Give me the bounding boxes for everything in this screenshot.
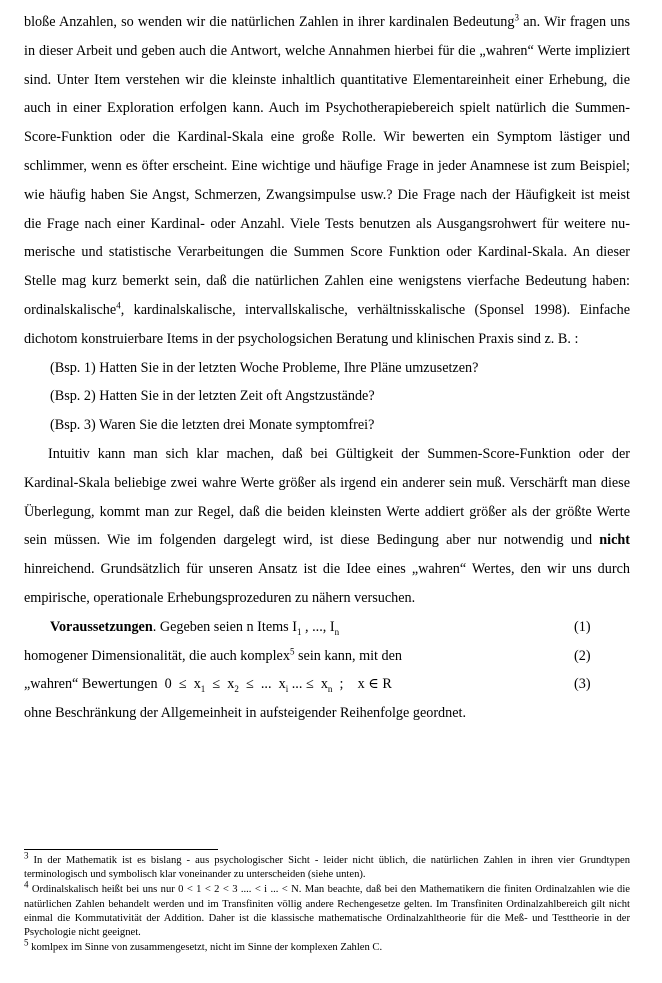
footnote-3-mark: 3 bbox=[24, 850, 29, 861]
footnote-separator bbox=[24, 849, 218, 850]
equation-1-number: (1) bbox=[574, 618, 591, 635]
voraussetzungen-label: Voraussetzungen bbox=[50, 618, 153, 635]
footnote-ref-3[interactable]: 3 bbox=[514, 12, 519, 23]
paragraph-1 bbox=[24, 8, 630, 354]
example-2: (Bsp. 2) Hatten Sie in der letzten Zeit oft Angstzustände? bbox=[50, 388, 375, 405]
footnote-5-text: komlpex im Sinne von zusammengesetzt, nicht im Sinne der komplexen Zahlen C. bbox=[28, 942, 383, 954]
footnote-ref-5[interactable]: 5 bbox=[289, 645, 295, 656]
footnote-3 bbox=[24, 850, 630, 882]
equation-3 bbox=[24, 670, 630, 699]
equation-2 bbox=[24, 642, 630, 671]
equation-2-number: (2) bbox=[574, 647, 591, 664]
paragraph-2 bbox=[24, 440, 630, 613]
equation-2-text: homogener Dimensionalität, die auch komplex bbox=[24, 647, 290, 664]
paragraph-2-text: Intuitiv kann man sich klar machen, daß bei Gültigkeit der Summen-Score-Funktion oder der Kardinal-Skala beliebige zwei wahre Werte größer als irgend ein anderer sein muß. Verschärft man diese Überlegung, kommt man zur Regel, daß die beiden kleinsten Werte addiert größer als der größte Werte sein müssen. Wie im folgenden dargelegt wird, ist diese Bedingung aber nur notwendig und bbox=[24, 445, 630, 549]
paragraph-3: ohne Beschränkung der Allgemeinheit in aufsteigender Reihenfolge geordnet. bbox=[24, 705, 467, 722]
equation-3-s3: i bbox=[285, 684, 289, 695]
emphasis-nicht: nicht bbox=[599, 532, 630, 549]
equation-3-s1: 1 bbox=[200, 684, 206, 695]
equation-1-mid: , ..., I bbox=[301, 618, 335, 635]
example-1: (Bsp. 1) Hatten Sie in der letzten Woche Probleme, Ihre Pläne umzusetzen? bbox=[50, 359, 479, 376]
footnote-ref-4[interactable]: 4 bbox=[116, 300, 121, 311]
equation-3-c: ≤ ... x bbox=[238, 676, 286, 693]
equation-1-body bbox=[24, 613, 574, 642]
footnote-3-text: In der Mathematik ist es bislang - aus psychologischer Sicht - leider nicht üblich, die natürlichen Zahlen in ihren vier Grundtypen terminologisch und symbolisch klar voneinander zu unterscheiden (siehe unten). bbox=[24, 855, 630, 881]
equation-3-s2: 2 bbox=[234, 684, 239, 695]
equation-3-a: „wahren“ Bewertungen 0 ≤ x bbox=[24, 676, 201, 693]
paragraph-1-text: bloße Anzahlen, so wenden wir die natürlichen Zahlen in ihrer kardinalen Bedeutung bbox=[24, 14, 515, 30]
footnote-5-mark: 5 bbox=[24, 937, 29, 948]
footnote-4-mark: 4 bbox=[24, 879, 29, 890]
equation-2-body bbox=[24, 642, 574, 671]
footnotes bbox=[24, 850, 630, 956]
footnote-4 bbox=[24, 879, 630, 940]
equation-3-number: (3) bbox=[574, 676, 591, 693]
equation-3-d: ... ≤ x bbox=[288, 676, 328, 693]
equation-3-s4: n bbox=[327, 684, 333, 695]
equation-2-tail: sein kann, mit den bbox=[294, 647, 403, 664]
paragraph-1-tail: an. Wir fragen uns in dieser Arbeit und geben auch die Antwort, welche Annahmen hierbei für die „wahren“ Werte impliziert sind. Unter Item verstehen wir die kleinste inhaltlich quantitative Elementareinheit einer Erhebung, die auch in einer Exploration erfolgen kann. Auch im Psychotherapiebereich spielt natürlich die Summen-Score-Funktion oder die Kardinal-Skala eine große Rolle. Wir bewerten ein Symptom lästiger und schlimmer, wenn es öfter erscheint. Eine wichtige und häufige Frage in jeder Anamnese ist zum Beispiel; wie häufig haben Sie Angst, Schmerzen, Zwangsimpulse usw.? Die Frage nach der Häufigkeit ist meist die Frage nach einer Kardinal- oder Anzahl. Viele Tests benutzen als Ausgangsrohwert für weitere numerische und statistische Verarbeitungen die Summen Score Funktion oder Kardinal-Skala. An dieser Stelle mag kurz bemerkt sein, daß die natürlichen Zahlen eine wenigstens vierfache Bedeutung haben: ordinalskalische bbox=[24, 14, 630, 318]
page-body bbox=[24, 8, 630, 728]
equation-1-sub2: n bbox=[334, 626, 340, 637]
equation-3-e: ; x ∈ R bbox=[332, 676, 392, 693]
equation-3-body bbox=[24, 670, 574, 699]
equation-3-b: ≤ x bbox=[205, 676, 235, 693]
footnote-5 bbox=[24, 937, 630, 955]
paragraph-2-tail: hinreichend. Grundsätzlich für unseren Ansatz ist die Idee eines „wahren“ Wertes, den wir uns durch empirische, operationale Erhebungsprozeduren zu nähern versuchen. bbox=[24, 561, 630, 606]
equation-1 bbox=[24, 613, 630, 642]
equation-1-sub1: 1 bbox=[296, 626, 302, 637]
footnote-4-text: Ordinalskalisch heißt bei uns nur 0 < 1 < 2 < 3 .... < i ... < N. Man beachte, daß bei den Mathematikern die finiten Ordinalzahlen wie die natürlichen Zahlen behandelt werden und im Transfiniten völlig andere Rechengesetze gelten. Im Transfiniten Ordinalzahlbereich gilt nicht einmal die Kommutativität der Addition. Daher ist die klassische mathematische Ordinalzahltheorie für die Meß- und Testtheorie in der Psychologie nicht geeignet. bbox=[24, 884, 630, 939]
paragraph-1-tail2: , kardinalskalische, intervallskalische, verhältnisskalische (Sponsel 1998). Einfache dichotom konstruierbare Items in der psychologsichen Beratung und klinischen Praxis sind z. B. : bbox=[24, 301, 630, 347]
equation-1-text: . Gegeben seien n Items I bbox=[152, 618, 297, 635]
example-3: (Bsp. 3) Waren Sie die letzten drei Monate symptomfrei? bbox=[50, 417, 375, 434]
